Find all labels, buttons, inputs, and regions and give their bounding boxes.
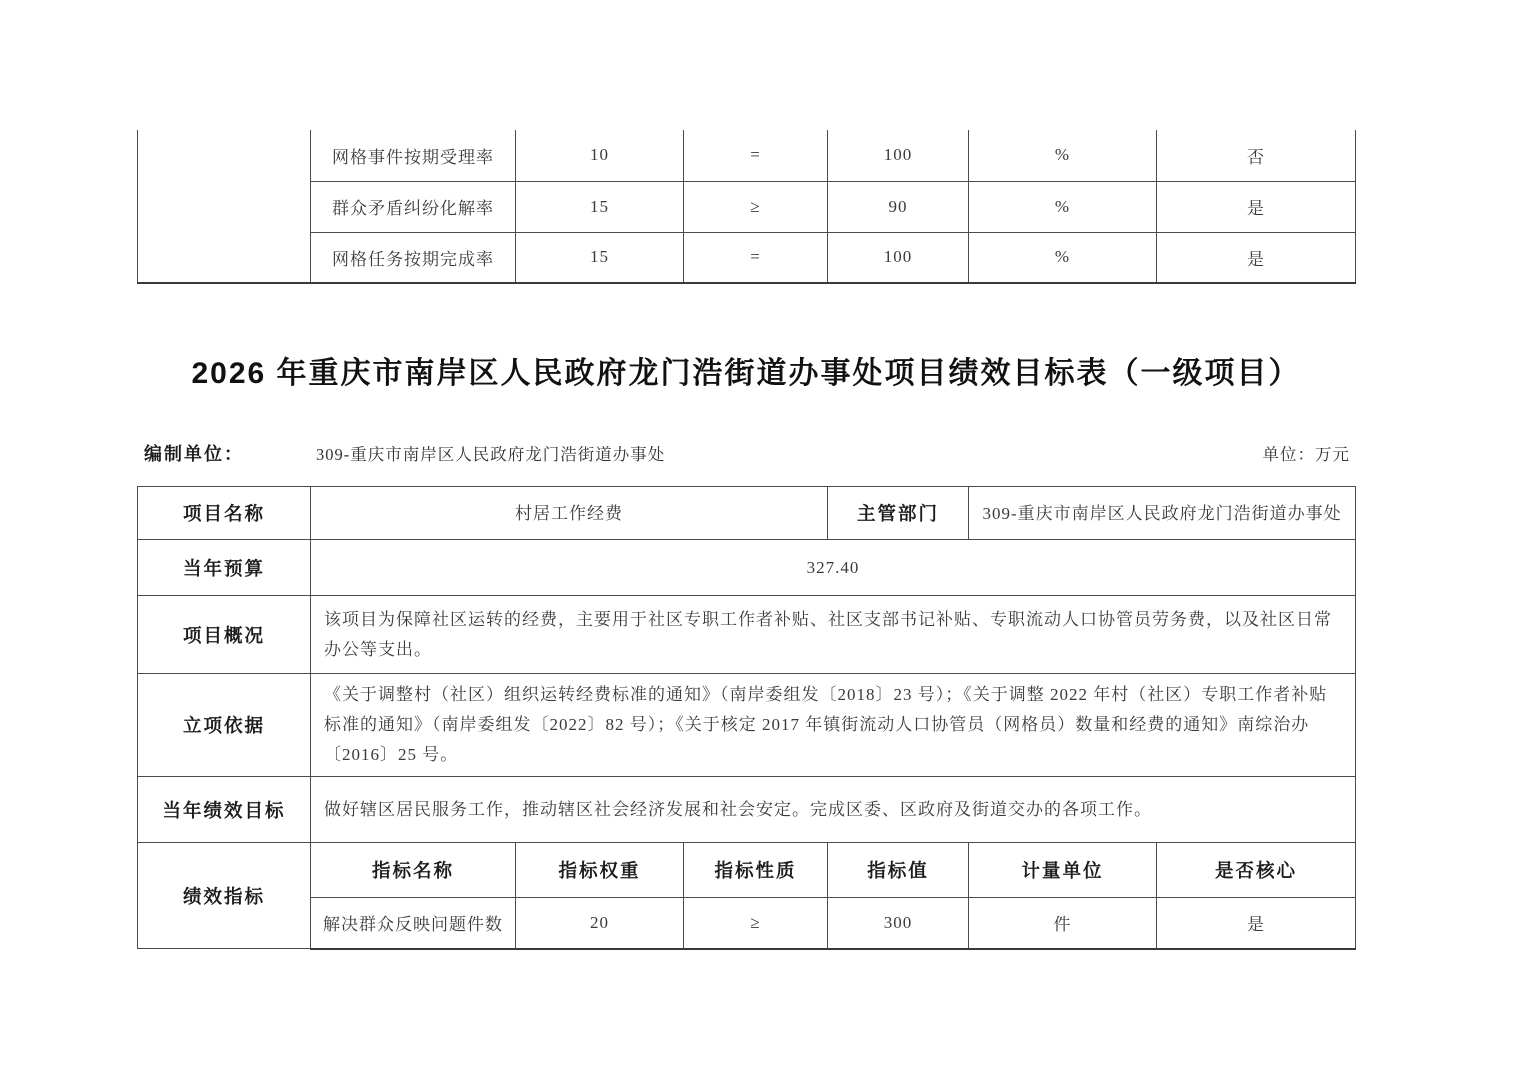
indicator-name-cell: 网格任务按期完成率 [311, 232, 516, 283]
indicator-nature-cell: = [684, 130, 828, 181]
indicator-name-cell: 群众矛盾纠纷化解率 [311, 181, 516, 232]
goal-label: 当年绩效目标 [138, 777, 311, 843]
prepared-by-value: 309-重庆市南岸区人民政府龙门浩街道办事处 [316, 445, 666, 464]
header-indicator-core: 是否核心 [1157, 843, 1356, 898]
overview-value: 该项目为保障社区运转的经费，主要用于社区专职工作者补贴、社区支部书记补贴、专职流动人口协管员劳务费，以及社区日常办公等支出。 [311, 596, 1356, 674]
indicator-unit-cell: % [969, 232, 1157, 283]
indicator-unit-cell: % [969, 130, 1157, 181]
indicator-value-cell: 100 [828, 130, 969, 181]
indicator-weight-cell: 15 [516, 181, 684, 232]
indicator-core-cell: 是 [1157, 898, 1356, 949]
indicator-nature-cell: ≥ [684, 181, 828, 232]
project-name-label: 项目名称 [138, 487, 311, 540]
table-row [138, 232, 1356, 283]
indicator-data-row [138, 898, 1356, 949]
indicator-core-cell: 否 [1157, 130, 1356, 181]
overview-label: 项目概况 [138, 596, 311, 674]
budget-value: 327.40 [311, 540, 1356, 596]
table-row [138, 596, 1356, 674]
indicator-unit-cell: % [969, 181, 1157, 232]
header-indicator-value: 指标值 [828, 843, 969, 898]
prepared-by-label: 编制单位： [144, 444, 244, 464]
unit-note: 单位：万元 [1262, 445, 1350, 464]
indicator-nature-cell: = [684, 232, 828, 283]
continuation-indicator-table [137, 130, 1356, 284]
table-row [138, 540, 1356, 596]
indicator-nature-cell: ≥ [684, 898, 828, 949]
continuation-empty-cell [138, 130, 311, 283]
indicator-name-cell: 解决群众反映问题件数 [311, 898, 516, 949]
indicator-value-cell: 100 [828, 232, 969, 283]
indicators-label: 绩效指标 [138, 843, 311, 949]
indicator-weight-cell: 10 [516, 130, 684, 181]
header-indicator-name: 指标名称 [311, 843, 516, 898]
header-indicator-nature: 指标性质 [684, 843, 828, 898]
header-indicator-weight: 指标权重 [516, 843, 684, 898]
page-title: 2026 年重庆市南岸区人民政府龙门浩街道办事处项目绩效目标表（一级项目） [191, 357, 1301, 390]
indicator-weight-cell: 20 [516, 898, 684, 949]
indicator-weight-cell: 15 [516, 232, 684, 283]
header-indicator-unit: 计量单位 [969, 843, 1157, 898]
goal-value: 做好辖区居民服务工作，推动辖区社会经济发展和社会安定。完成区委、区政府及街道交办的各项工作。 [311, 777, 1356, 843]
basis-value: 《关于调整村（社区）组织运转经费标准的通知》（南岸委组发〔2018〕23 号）；《关于调整 2022 年村（社区）专职工作者补贴标准的通知》（南岸委组发〔2022〕82 号）；《关于核定 2017 年镇街流动人口协管员（网格员）数量和经费的通知》南综治办〔2016〕25 号。 [311, 674, 1356, 777]
table-row [138, 487, 1356, 540]
project-name-value: 村居工作经费 [311, 487, 828, 540]
indicator-value-cell: 300 [828, 898, 969, 949]
department-value: 309-重庆市南岸区人民政府龙门浩街道办事处 [969, 487, 1356, 540]
indicator-name-cell: 网格事件按期受理率 [311, 130, 516, 181]
indicator-header-row [138, 843, 1356, 898]
basis-label: 立项依据 [138, 674, 311, 777]
table-row [138, 181, 1356, 232]
indicator-value-cell: 90 [828, 181, 969, 232]
department-label: 主管部门 [828, 487, 969, 540]
table-row [138, 777, 1356, 843]
table-row [138, 674, 1356, 777]
budget-label: 当年预算 [138, 540, 311, 596]
indicator-core-cell: 是 [1157, 181, 1356, 232]
table-row [138, 130, 1356, 181]
project-target-table [137, 486, 1356, 950]
meta-line [144, 440, 1350, 466]
indicator-unit-cell: 件 [969, 898, 1157, 949]
indicator-core-cell: 是 [1157, 232, 1356, 283]
